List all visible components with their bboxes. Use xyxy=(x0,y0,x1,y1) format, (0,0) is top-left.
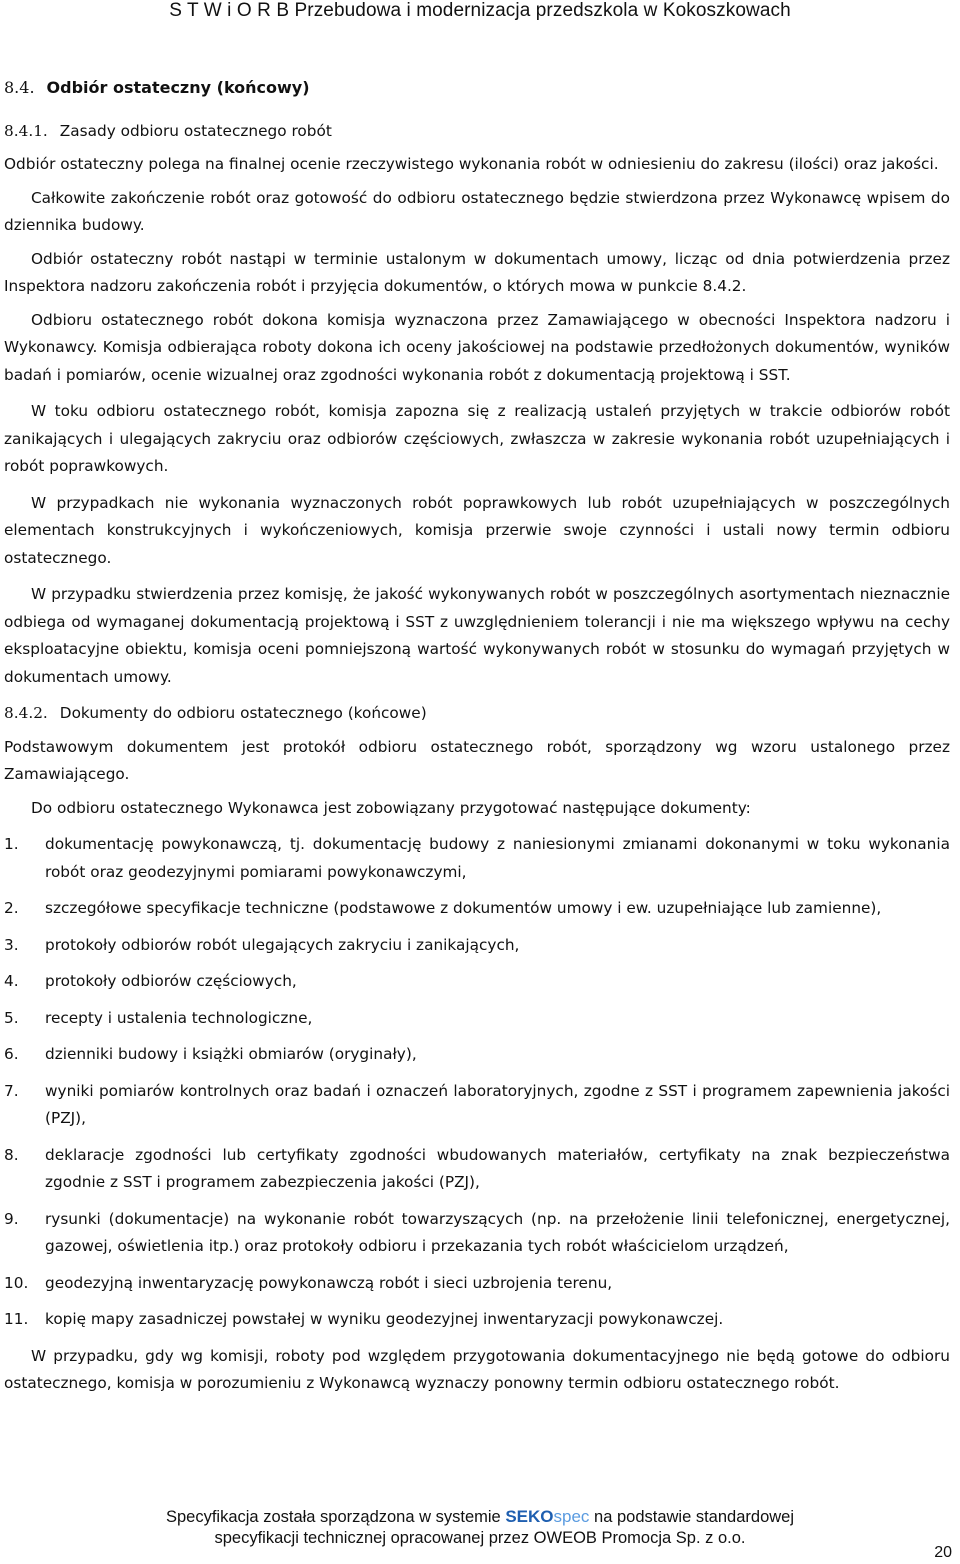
list-item-number: 7. xyxy=(4,1081,19,1100)
list-item xyxy=(4,1041,950,1069)
subsection-heading-8-4-1 xyxy=(4,118,950,146)
footer-line-1 xyxy=(0,1506,960,1528)
list-item-text: dzienniki budowy i książki obmiarów (oryginały), xyxy=(45,1045,417,1063)
section-title: Odbiór ostateczny (końcowy) xyxy=(46,78,310,97)
list-item xyxy=(4,1078,950,1133)
list-item-text: protokoły odbiorów robót ulegających zakryciu i zanikających, xyxy=(45,935,520,954)
subsection-number: 8.4.1. xyxy=(4,121,48,140)
footer-text: na podstawie standardowej xyxy=(594,1508,794,1526)
page-footer xyxy=(0,1506,960,1549)
document-list xyxy=(4,831,950,1334)
list-item xyxy=(4,968,950,996)
page-content xyxy=(4,74,950,1398)
subsection-heading-8-4-2 xyxy=(4,700,950,728)
list-item-number: 3. xyxy=(4,935,19,954)
list-item xyxy=(4,895,950,923)
list-item xyxy=(4,831,950,886)
footer-line-2: specyfikacji technicznej opracowanej przez OWEOB Promocja Sp. z o.o. xyxy=(214,1529,746,1547)
subsection-number: 8.4.2. xyxy=(4,704,48,722)
list-item-number: 10. xyxy=(4,1273,29,1292)
paragraph: W przypadku stwierdzenia przez komisję, że jakość wykonywanych robót w poszczególnych asortymentach nieznacznie odbiega od wymaganej dokumentacją projektową i SST z uwzględnieniem tolerancji i nie ma większego wpływu na cechy eksploatacyjne obiektu, komisja oceni pomniejszoną wartość wykonywanych robót w stosunku do wymagań przyjętych w dokumentach umowy. xyxy=(4,585,950,686)
list-item-text: protokoły odbiorów częściowych, xyxy=(45,972,297,990)
running-header: S T W i O R B Przebudowa i modernizacja przedszkola w Kokoszkowach xyxy=(169,0,791,21)
list-item-text: rysunki (dokumentacje) na wykonanie robót towarzyszących (np. na przełożenie linii telefonicznej, energetycznej, gazowej, oświetlenia itp.) oraz protokoły odbioru i przekazania tych robót właścicielom urządzeń, xyxy=(45,1209,950,1255)
paragraph: Odbiór ostateczny polega na finalnej ocenie rzeczywistego wykonania robót w odniesieniu do zakresu (ilości) oraz jakości. xyxy=(4,155,939,173)
list-item-number: 4. xyxy=(4,972,19,990)
logo-seko: SEKO xyxy=(505,1507,554,1526)
page-number: 20 xyxy=(934,1544,952,1561)
subsection-title: Zasady odbioru ostatecznego robót xyxy=(59,121,332,140)
list-item xyxy=(4,1142,950,1197)
paragraph: W toku odbioru ostatecznego robót, komisja zapozna się z realizacją ustaleń przyjętych w trakcie odbiorów robót zanikających i ulegających zakryciu oraz odbiorów częściowych, zwłaszcza w zakresie wykonania robót uzupełniających i robót poprawkowych. xyxy=(4,402,950,475)
paragraph: Całkowite zakończenie robót oraz gotowość do odbioru ostatecznego będzie stwierdzona przez Wykonawcę wpisem do dziennika budowy. xyxy=(4,188,950,234)
list-item-number: 2. xyxy=(4,899,19,917)
sekospec-logo xyxy=(505,1507,589,1526)
closing-paragraph: W przypadku, gdy wg komisji, roboty pod względem przygotowania dokumentacyjnego nie będą gotowe do odbioru ostatecznego, komisja w porozumieniu z Wykonawcą wyznaczy ponowny termin odbioru ostatecznego robót. xyxy=(4,1346,950,1392)
list-item xyxy=(4,1206,950,1261)
list-item-text: deklaracje zgodności lub certyfikaty zgodności wbudowanych materiałów, certyfikaty na znak bezpieczeństwa zgodnie z SST i programem zabezpieczenia jakości (PZJ), xyxy=(45,1145,950,1191)
section-heading xyxy=(4,74,950,102)
list-item-text: geodezyjną inwentaryzację powykonawczą robót i sieci uzbrojenia terenu, xyxy=(45,1273,613,1292)
footer-text: Specyfikacja została sporządzona w systemie xyxy=(165,1508,501,1526)
list-item-number: 9. xyxy=(4,1209,19,1228)
paragraph: Odbioru ostatecznego robót dokona komisja wyznaczona przez Zamawiającego w obecności Inspektora nadzoru i Wykonawcy. Komisja odbierająca roboty dokona ich oceny jakościowej na podstawie przedłożonych dokumentów, wyników badań i pomiarów, ocenie wizualnej oraz zgodności wykonania robót z dokumentacją projektową i SST. xyxy=(4,310,950,384)
paragraph: Odbiór ostateczny robót nastąpi w terminie ustalonym w dokumentach umowy, licząc od dnia potwierdzenia przez Inspektora nadzoru zakończenia robót i przyjęcia dokumentów, o których mowa w punkcie 8.4.2. xyxy=(4,249,950,295)
list-item-text: dokumentację powykonawczą, tj. dokumentację budowy z naniesionymi zmianami dokonanymi w toku wykonania robót oraz geodezyjnymi pomiarami powykonawczymi, xyxy=(45,835,950,881)
list-item xyxy=(4,932,950,960)
list-item-text: szczegółowe specyfikacje techniczne (podstawowe z dokumentów umowy i ew. uzupełniające lub zamienne), xyxy=(45,899,882,917)
list-item-number: 5. xyxy=(4,1008,19,1027)
list-item-text: kopię mapy zasadniczej powstałej w wyniku geodezyjnej inwentaryzacji powykonawczej. xyxy=(45,1310,724,1328)
paragraph: Do odbioru ostatecznego Wykonawca jest zobowiązany przygotować następujące dokumenty: xyxy=(31,798,751,817)
list-item-number: 8. xyxy=(4,1145,19,1164)
list-item-number: 6. xyxy=(4,1045,19,1063)
subsection-title: Dokumenty do odbioru ostatecznego (końcowe) xyxy=(59,704,427,722)
paragraph: W przypadkach nie wykonania wyznaczonych robót poprawkowych lub robót uzupełniających w poszczególnych elementach konstrukcyjnych i wykończeniowych, komisja przerwie swoje czynności i ustali nowy termin odbioru ostatecznego. xyxy=(4,493,950,567)
list-item-text: recepty i ustalenia technologiczne, xyxy=(45,1008,313,1027)
list-item-number: 1. xyxy=(4,835,19,853)
list-item-text: wyniki pomiarów kontrolnych oraz badań i oznaczeń laboratoryjnych, zgodne z SST i programem zapewnienia jakości (PZJ), xyxy=(45,1081,950,1127)
list-item xyxy=(4,1005,950,1033)
list-item xyxy=(4,1270,950,1298)
section-number: 8.4. xyxy=(4,78,35,97)
logo-spec: spec xyxy=(553,1507,590,1526)
list-item xyxy=(4,1306,950,1334)
list-item-number: 11. xyxy=(4,1310,29,1328)
paragraph: Podstawowym dokumentem jest protokół odbioru ostatecznego robót, sporządzony wg wzoru ustalonego przez Zamawiającego. xyxy=(4,737,950,783)
